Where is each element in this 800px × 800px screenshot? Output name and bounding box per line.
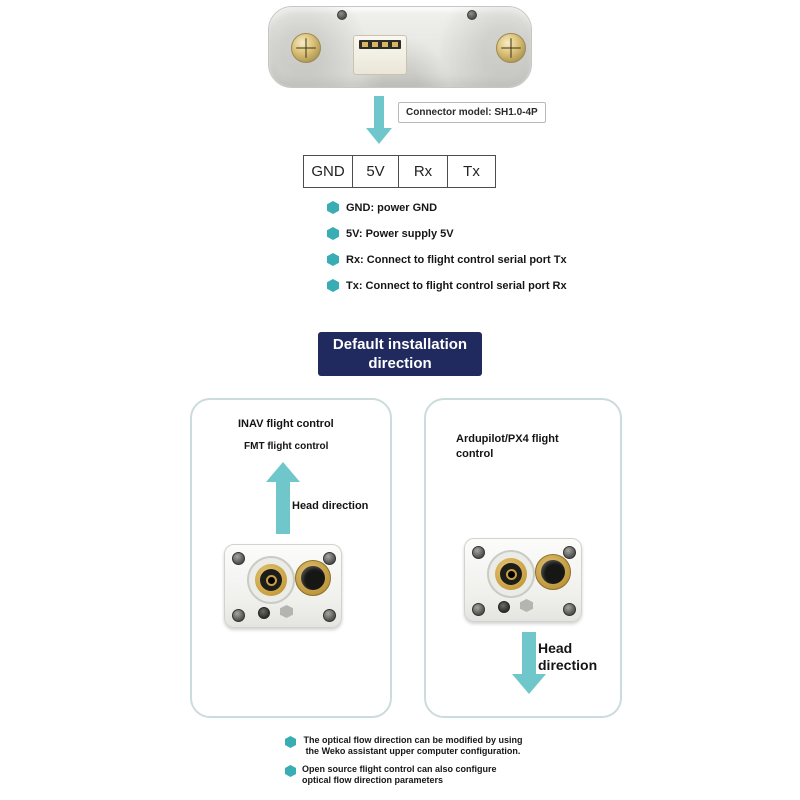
camera-lens-small-icon (295, 560, 331, 596)
list-item (327, 253, 567, 266)
list-item (327, 227, 567, 240)
screw-icon (563, 546, 576, 559)
camera-lens-large-icon (487, 550, 535, 598)
hexagon-bullet-icon (285, 765, 296, 777)
list-item (327, 279, 567, 292)
pin-icon (372, 42, 378, 47)
screw-icon (472, 546, 485, 559)
lens-iris (506, 569, 517, 580)
screw-icon (337, 10, 347, 20)
pin-note-tx: Tx: Connect to flight control serial port Rx (346, 279, 567, 292)
list-item (327, 201, 567, 214)
screw-icon (563, 603, 576, 616)
panel-ardupilot-px4 (424, 398, 622, 718)
lens-aperture (541, 560, 565, 584)
lens-iris (266, 575, 277, 586)
hex-nut-icon (280, 605, 293, 618)
list-item (285, 735, 524, 757)
screw-icon (472, 603, 485, 616)
hexagon-bullet-icon (327, 253, 339, 266)
camera-lens-small-icon (535, 554, 571, 590)
lens-aperture (301, 566, 325, 590)
hex-nut-icon (520, 599, 533, 612)
sh10-connector (353, 35, 407, 75)
screw-icon (467, 10, 477, 20)
camera-lens-large-icon (247, 556, 295, 604)
list-item (285, 764, 512, 786)
sensor-module-bottom-image (464, 538, 582, 622)
footnote-weko: The optical flow direction can be modified by using the Weko assistant upper computer configuration. (303, 735, 523, 756)
sensor-module-top-image (268, 6, 532, 88)
pin-note-5v: 5V: Power supply 5V (346, 227, 454, 240)
sensor-module-bottom-image (224, 544, 342, 628)
pin-cell-rx: Rx (399, 155, 448, 188)
pin-cell-5v: 5V (353, 155, 399, 188)
led-sensor-dot-icon (498, 601, 510, 613)
head-direction-label: Head direction (292, 500, 369, 512)
hexagon-bullet-icon (285, 736, 296, 748)
screw-icon (496, 33, 526, 63)
led-sensor-dot-icon (258, 607, 270, 619)
section-title-banner: Default installation direction (318, 332, 482, 376)
up-arrow-icon (266, 462, 300, 534)
pin-icon (392, 42, 398, 47)
lens-gold-ring (495, 558, 527, 590)
pin-note-gnd: GND: power GND (346, 201, 438, 214)
panel-title-inav: INAV flight control (238, 418, 334, 430)
screw-icon (232, 609, 245, 622)
lens-aperture (260, 569, 282, 591)
lens-gold-ring (255, 564, 287, 596)
pin-table (303, 155, 496, 188)
panel-inav-fmt (190, 398, 392, 718)
connector-pins (359, 40, 401, 49)
pin-cell-gnd: GND (303, 155, 353, 188)
hexagon-bullet-icon (327, 227, 339, 240)
panel-title-fmt: FMT flight control (244, 441, 329, 452)
pin-icon (362, 42, 368, 47)
panel-title-ardupilot: Ardupilot/PX4 flight control (456, 433, 559, 460)
lens-aperture (500, 563, 522, 585)
footnote-opensource: Open source flight control can also configure optical flow direction parameters (302, 764, 497, 785)
screw-icon (323, 552, 336, 565)
down-arrow-icon (366, 96, 392, 144)
pin-icon (382, 42, 388, 47)
footnotes-list (285, 735, 524, 786)
head-direction-label: Head direction (538, 640, 598, 673)
pin-notes-list (327, 201, 567, 292)
pin-note-rx: Rx: Connect to flight control serial port Tx (346, 253, 567, 266)
screw-icon (232, 552, 245, 565)
connector-model-label: Connector model: SH1.0-4P (398, 102, 546, 123)
screw-icon (323, 609, 336, 622)
screw-icon (291, 33, 321, 63)
hexagon-bullet-icon (327, 279, 339, 292)
hexagon-bullet-icon (327, 201, 339, 214)
pin-cell-tx: Tx (448, 155, 496, 188)
